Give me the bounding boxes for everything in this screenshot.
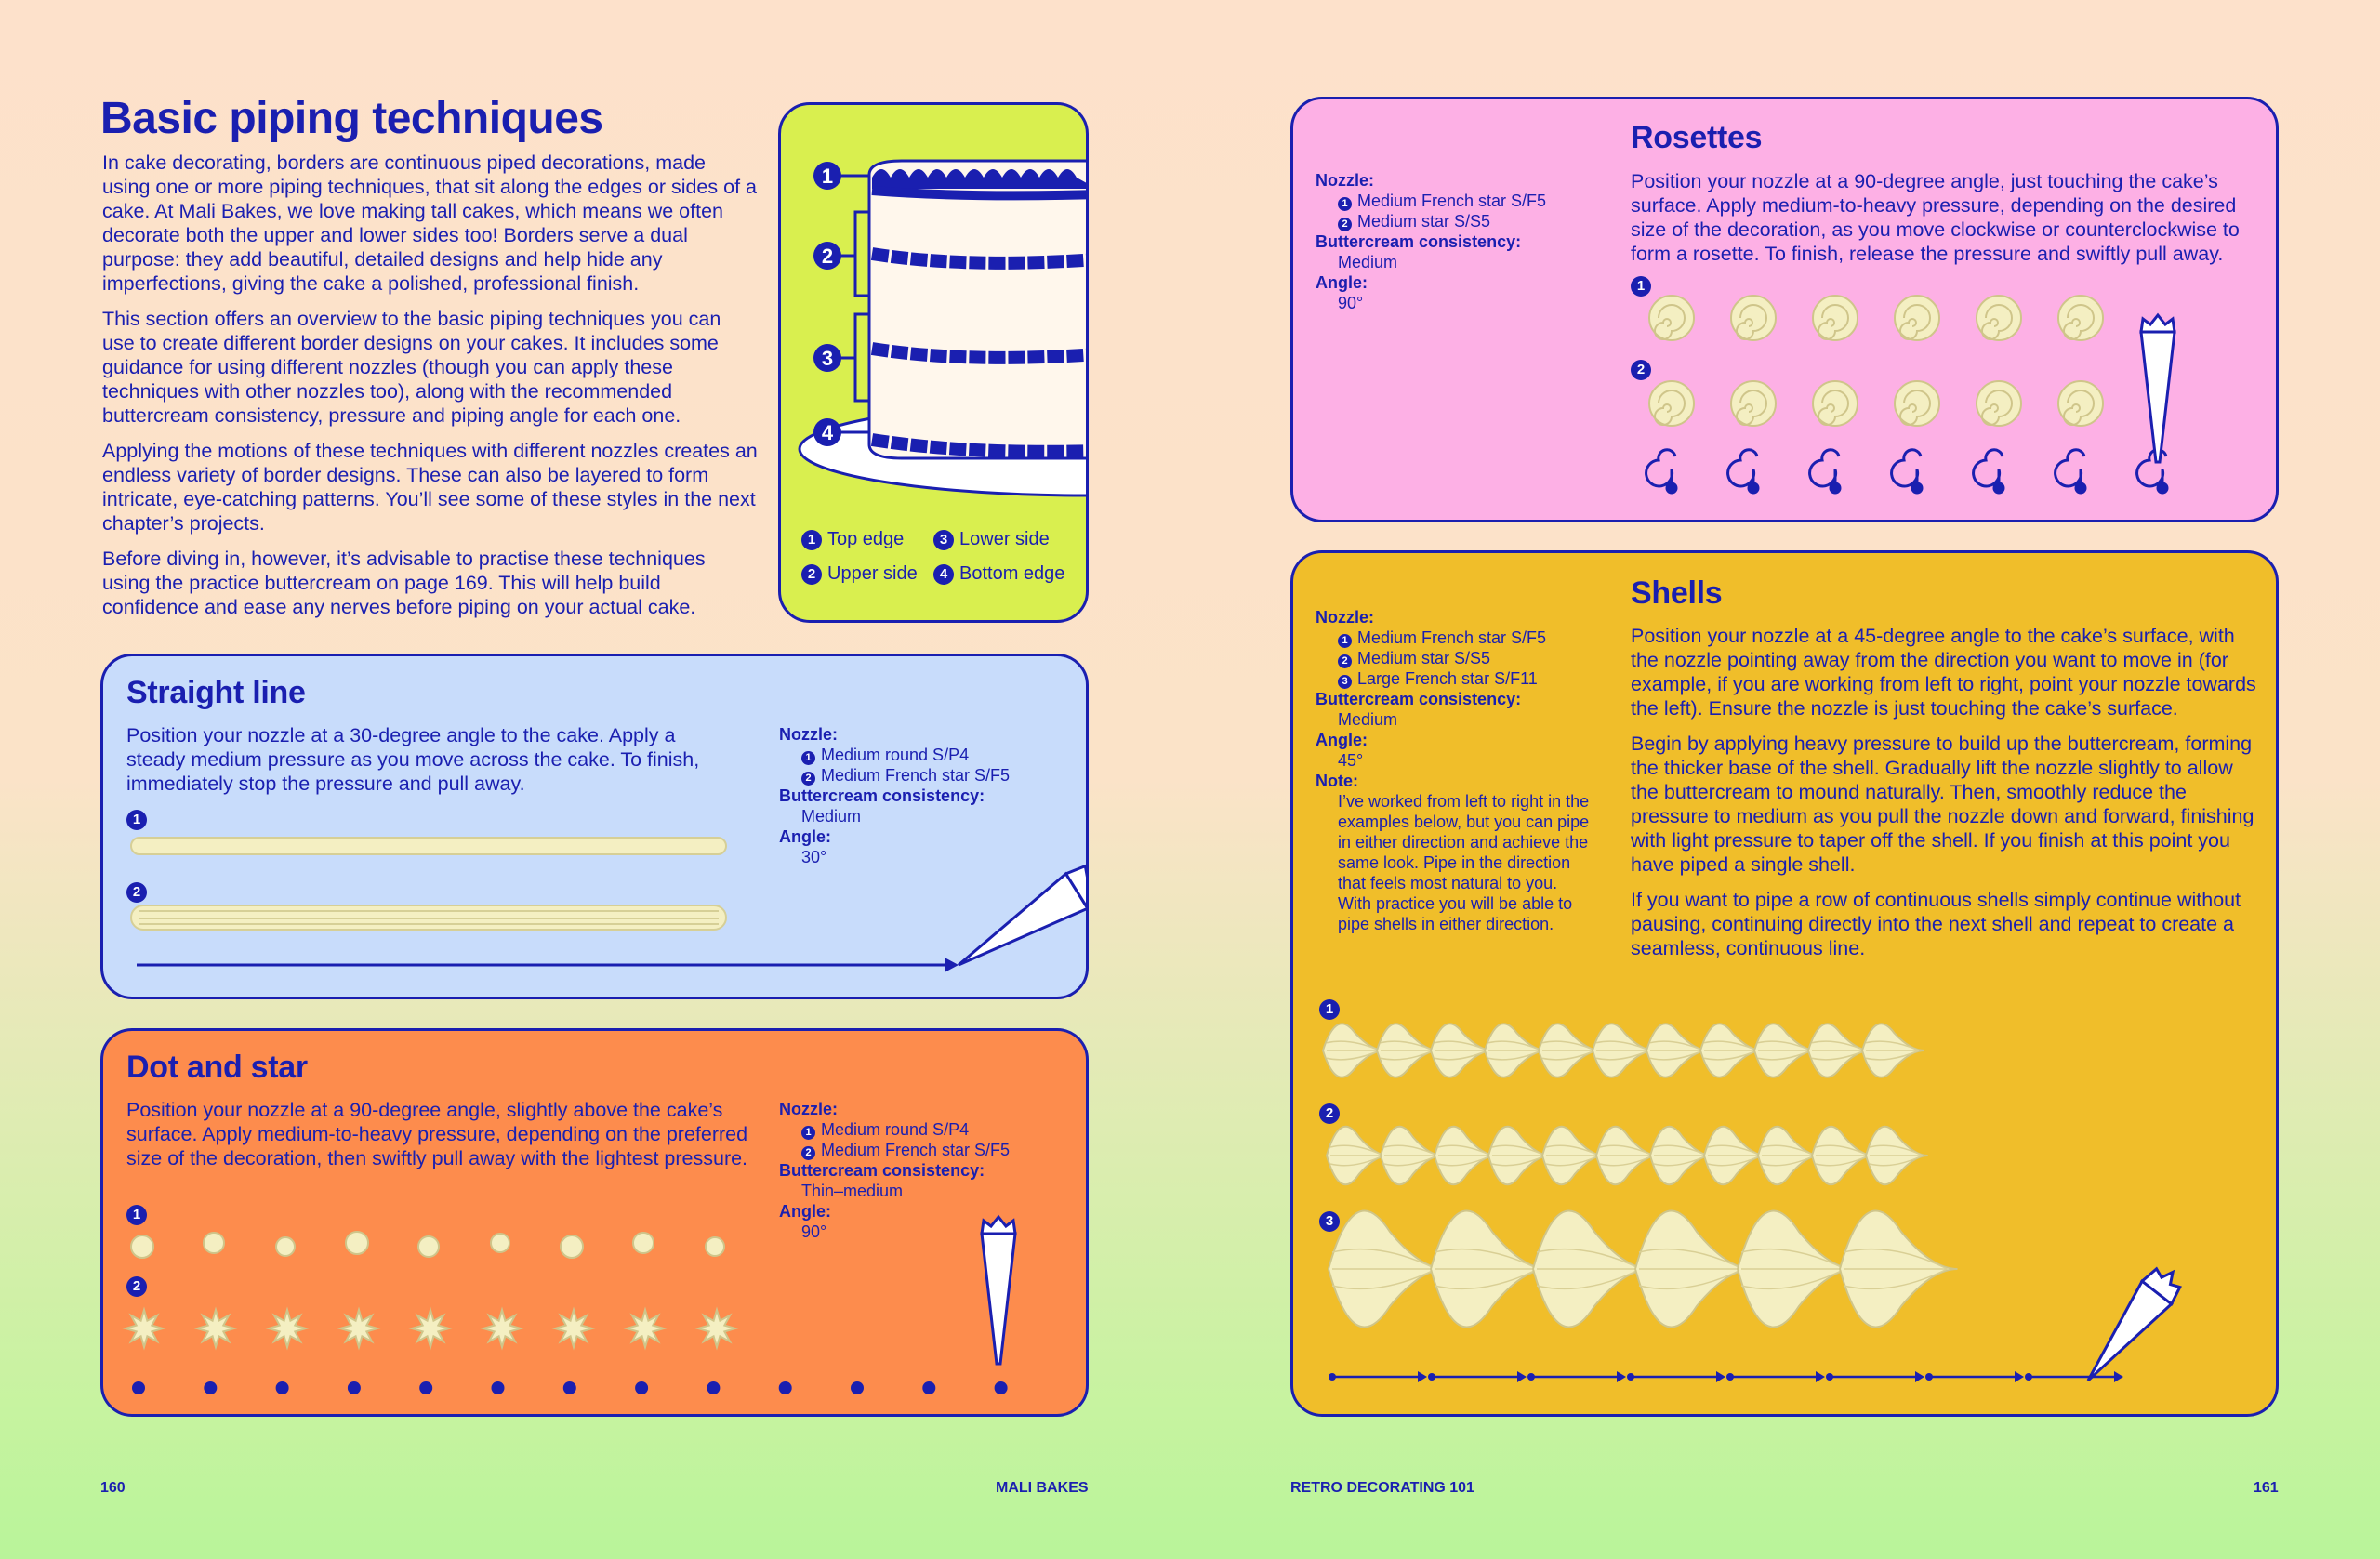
piped-dot [561, 1235, 583, 1258]
pipe-position-dot [348, 1381, 361, 1394]
piped-dot [491, 1234, 509, 1252]
piped-dot [131, 1235, 153, 1258]
rosettes-text: Position your nozzle at a 90-degree angle, just touching the cake’s surface. Apply medium-to-heavy pressure, depending on the desired size of the decoration, as you move clockwise or counterclockwise to form a rosette. To finish, release the pressure and swiftly pull away. [1631, 170, 2240, 265]
piped-dot [418, 1236, 439, 1257]
example-number-2: 2 [1631, 360, 1651, 380]
dot-and-star-illustration [103, 1031, 1089, 1417]
dot-and-star-panel [100, 1028, 1089, 1417]
piped-rosette [1813, 381, 1858, 426]
piped-star [627, 1310, 664, 1347]
shells-illustration [1293, 553, 2279, 1417]
example-number-1: 1 [1319, 999, 1340, 1020]
rosettes-illustration [1293, 99, 2279, 522]
marker-3-label: 3 [821, 347, 834, 370]
shells-paragraph-2: Begin by applying heavy pressure to build up the buttercream, forming the thicker base of the shell. Gradually lift the nozzle slightly to allow the buttercream to mound naturally. Then, smoothly reduce the pressure to medium as you pull the nozzle down and forward, finishing with light pressure to taper off the shell. If you finish at this point you have piped a single shell. [1631, 733, 2254, 876]
piped-line-round [131, 838, 726, 854]
page-number-left: 160 [100, 1480, 126, 1496]
pipe-position-dot [922, 1381, 935, 1394]
piping-bag-icon [2073, 1261, 2188, 1392]
rosettes-title: Rosettes [1631, 120, 1763, 155]
piped-rosette [1977, 381, 2021, 426]
example-number-1: 1 [126, 810, 147, 830]
shells-specs: Nozzle: 1 Medium French star S/F5 2 Medium star S/S5 3 Large French star S/F11 Buttercream consistency: Medium Angle: 45° Note: I’ve worked from left to right in the examples below, but you can pipe in either direction and achieve the same look. Pipe in the direction that feels most natural to you. With practice you will be able to pipe shells in either direction. [1316, 607, 1611, 934]
pipe-position-dot [132, 1381, 145, 1394]
example-number-2: 2 [1319, 1103, 1340, 1124]
pipe-position-dot [707, 1381, 720, 1394]
piped-star [126, 1310, 163, 1347]
piped-star [197, 1310, 234, 1347]
legend-item-upper-side: 2 Upper side [801, 563, 933, 585]
piped-dot [276, 1237, 295, 1256]
piped-star [269, 1310, 306, 1347]
piped-rosette [1649, 296, 1694, 340]
example-number-3: 3 [1319, 1211, 1340, 1232]
footer-section-title: RETRO DECORATING 101 [1290, 1480, 1474, 1496]
pipe-position-dot [563, 1381, 576, 1394]
piped-rosette [1977, 296, 2021, 340]
straight-line-specs: Nozzle: 1 Medium round S/P4 2 Medium French star S/F5 Buttercream consistency: Medium Angle: 30° [779, 725, 1011, 866]
piped-rosette [2058, 381, 2103, 426]
intro-paragraph-1: In cake decorating, borders are continuous piped decorations, made using one or more piping techniques, that sit along the edges or sides of a cake. At Mali Bakes, we love making tall cakes, which means we often decorate both the upper and lower sides too! Borders serve a dual purpose: they add beautiful, detailed designs and help hide any imperfections, giving the cake a polished, professional finish. [102, 152, 757, 295]
example-number-2: 2 [126, 882, 147, 903]
legend-item-top-edge: 1 Top edge [801, 529, 933, 550]
piped-star [483, 1310, 521, 1347]
straight-line-title: Straight line [126, 675, 306, 710]
pipe-position-dot [419, 1381, 432, 1394]
pipe-position-dot [851, 1381, 864, 1394]
marker-2-label: 2 [821, 244, 834, 268]
pipe-position-dot [204, 1381, 217, 1394]
shells-note: I’ve worked from left to right in the examples below, but you can pipe in either direction and achieve the same look. Pipe in the direction that feels most natural to you. With practice you will be able to pipe shells in either direction. [1338, 792, 1590, 933]
intro-paragraph-2: This section offers an overview to the basic piping techniques you can use to create different border designs on your cakes. It includes some guidance for using different nozzles (though you can apply these techniques with other nozzles too), along with the recommended buttercream consistency, pressure and piping angle for each one. [102, 308, 721, 427]
pipe-position-dot [276, 1381, 289, 1394]
intro-paragraph-4: Before diving in, however, it’s advisable to practise these techniques using the practice buttercream on page 169. This will help build confidence and ease any nerves before piping on your actual cake. [102, 548, 706, 618]
dot-and-star-specs: Nozzle: 1 Medium round S/P4 2 Medium French star S/F5 Buttercream consistency: Thin–medium Angle: 90° [779, 1100, 1011, 1241]
pipe-position-dot [779, 1381, 792, 1394]
piped-rosette [1813, 296, 1858, 340]
piped-dot [633, 1233, 654, 1253]
piped-dot [346, 1232, 368, 1254]
piped-star [698, 1310, 735, 1347]
piped-rosette [1731, 296, 1776, 340]
pipe-position-dot [995, 1381, 1008, 1394]
piped-star [555, 1310, 592, 1347]
dot-and-star-title: Dot and star [126, 1050, 308, 1085]
piping-bag-icon [2141, 315, 2175, 462]
legend-item-lower-side: 3 Lower side [933, 529, 1082, 550]
example-number-1: 1 [126, 1205, 147, 1225]
piped-star [340, 1310, 377, 1347]
dot-and-star-text: Position your nozzle at a 90-degree angle, slightly above the cake’s surface. Apply medium-to-heavy pressure, depending on the preferred size of the decoration, then swiftly pull away with the lightest pressure. [126, 1099, 748, 1169]
intro-text [102, 151, 758, 630]
shells-panel [1290, 550, 2279, 1417]
page-number-right: 161 [2254, 1480, 2279, 1496]
pipe-position-dot [635, 1381, 648, 1394]
straight-line-panel [100, 654, 1089, 999]
intro-paragraph-3: Applying the motions of these techniques with different nozzles creates an endless variety of border designs. These can also be layered to form intricate, eye-catching patterns. You’ll see some of these styles in the next chapter’s projects. [102, 440, 758, 535]
rosettes-specs: Nozzle: 1 Medium French star S/F5 2 Medium star S/S5 Buttercream consistency: Medium Angle: 90° [1316, 171, 1547, 312]
marker-4-label: 4 [821, 421, 834, 444]
cake-diagram-panel [778, 102, 1089, 623]
shells-paragraph-3: If you want to pipe a row of continuous shells simply continue without pausing, continuing directly into the next shell and repeat to create a seamless, continuous line. [1631, 889, 2241, 959]
piped-rosette [1895, 296, 1939, 340]
marker-1-label: 1 [821, 165, 834, 188]
example-number-1: 1 [1631, 276, 1651, 297]
piping-bag-icon [982, 1217, 1015, 1364]
footer-book-title: MALI BAKES [996, 1480, 1089, 1496]
example-number-2: 2 [126, 1276, 147, 1297]
shells-title: Shells [1631, 575, 1723, 611]
pipe-position-dot [492, 1381, 505, 1394]
piped-rosette [2058, 296, 2103, 340]
legend-item-bottom-edge: 4 Bottom edge [933, 563, 1082, 585]
piped-dot [204, 1233, 224, 1253]
piped-rosette [1649, 381, 1694, 426]
piped-rosette [1895, 381, 1939, 426]
rosettes-panel [1290, 97, 2279, 522]
piped-rosette [1731, 381, 1776, 426]
cake-legend [801, 529, 1080, 585]
straight-line-illustration [103, 656, 1089, 999]
piped-dot [706, 1237, 724, 1256]
straight-line-text: Position your nozzle at a 30-degree angle to the cake. Apply a steady medium pressure as you move across the cake. To finish, immediately stop the pressure and pull away. [126, 724, 700, 795]
piped-star [412, 1310, 449, 1347]
cake-illustration [781, 105, 1089, 533]
piping-bag-icon [947, 859, 1089, 983]
shells-paragraph-1: Position your nozzle at a 45-degree angle to the cake’s surface, with the nozzle pointing away from the direction you want to move in (for example, if you are working from left to right, point your nozzle towards the left). Ensure the nozzle is just touching the cake’s surface. [1631, 625, 2256, 720]
page-title: Basic piping techniques [100, 94, 603, 143]
